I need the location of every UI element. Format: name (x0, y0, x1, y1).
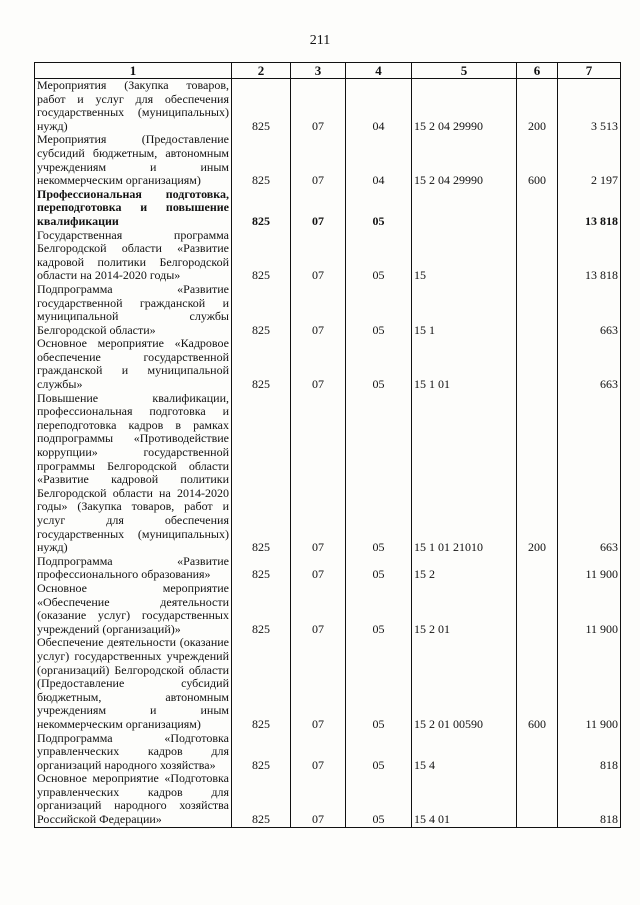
table-row (35, 636, 621, 731)
cell-pr: 05 (346, 772, 412, 827)
cell-name: Повышение квалификации, профессиональная подготовка и переподготовка кадров в рамках подпрограммы «Противодействие коррупции» государственной программы Белгородской области «Развитие кадровой политики Белгородской области на 2014-2020 годы» (Закупка товаров, работ и услуг для обеспечения государственных (муниципальных) нужд) (35, 392, 232, 555)
cell-rz: 07 (291, 337, 346, 391)
cell-ved: 825 (232, 133, 291, 187)
cell-pr: 04 (346, 133, 412, 187)
cell-csr (412, 188, 517, 229)
cell-rz: 07 (291, 79, 346, 134)
cell-vr: 600 (517, 133, 558, 187)
cell-ved: 825 (232, 732, 291, 773)
col-header-csr: 5 (412, 63, 517, 79)
cell-csr: 15 2 01 00590 (412, 636, 517, 731)
cell-ved: 825 (232, 555, 291, 582)
cell-sum: 3 513 (558, 79, 621, 134)
cell-vr (517, 229, 558, 283)
table-row (35, 283, 621, 337)
cell-rz: 07 (291, 772, 346, 827)
cell-pr: 05 (346, 732, 412, 773)
cell-vr (517, 582, 558, 636)
cell-pr: 05 (346, 283, 412, 337)
col-header-vr: 6 (517, 63, 558, 79)
cell-pr: 05 (346, 188, 412, 229)
table-row (35, 732, 621, 773)
cell-rz: 07 (291, 283, 346, 337)
cell-pr: 05 (346, 229, 412, 283)
cell-pr: 04 (346, 79, 412, 134)
cell-pr: 05 (346, 582, 412, 636)
cell-sum: 13 818 (558, 188, 621, 229)
cell-vr (517, 772, 558, 827)
cell-csr: 15 4 01 (412, 772, 517, 827)
table-row (35, 555, 621, 582)
table-row (35, 337, 621, 391)
col-header-ved: 2 (232, 63, 291, 79)
cell-csr: 15 2 (412, 555, 517, 582)
table-row (35, 772, 621, 827)
cell-csr: 15 1 (412, 283, 517, 337)
cell-sum: 11 900 (558, 555, 621, 582)
cell-name: Мероприятия (Закупка товаров, работ и услуг для обеспечения государственных (муниципальных) нужд) (35, 79, 232, 134)
col-header-sum: 7 (558, 63, 621, 79)
cell-vr (517, 732, 558, 773)
cell-ved: 825 (232, 636, 291, 731)
cell-ved: 825 (232, 337, 291, 391)
cell-vr: 600 (517, 636, 558, 731)
col-header-name: 1 (35, 63, 232, 79)
cell-sum: 13 818 (558, 229, 621, 283)
col-header-pr: 4 (346, 63, 412, 79)
cell-csr: 15 4 (412, 732, 517, 773)
cell-rz: 07 (291, 732, 346, 773)
cell-pr: 05 (346, 337, 412, 391)
cell-name: Подпрограмма «Подготовка управленческих кадров для организаций народного хозяйства» (35, 732, 232, 773)
cell-rz: 07 (291, 555, 346, 582)
cell-vr (517, 283, 558, 337)
cell-ved: 825 (232, 772, 291, 827)
table-row (35, 582, 621, 636)
cell-ved: 825 (232, 582, 291, 636)
cell-sum: 818 (558, 732, 621, 773)
cell-ved: 825 (232, 229, 291, 283)
cell-name: Мероприятия (Предоставление субсидий бюджетным, автономным учреждениям и иным некоммерческим организациям) (35, 133, 232, 187)
cell-name: Профессиональная подготовка, переподготовка и повышение квалификации (35, 188, 232, 229)
cell-name: Основное мероприятие «Обеспечение деятельности (оказание услуг) государственных учреждений (организаций)» (35, 582, 232, 636)
cell-pr: 05 (346, 555, 412, 582)
cell-sum: 663 (558, 337, 621, 391)
cell-sum: 818 (558, 772, 621, 827)
cell-ved: 825 (232, 392, 291, 555)
cell-name: Подпрограмма «Развитие государственной гражданской и муниципальной службы Белгородской области» (35, 283, 232, 337)
budget-table (34, 62, 621, 828)
table-row (35, 188, 621, 229)
cell-sum: 663 (558, 392, 621, 555)
cell-csr: 15 2 01 (412, 582, 517, 636)
cell-sum: 11 900 (558, 636, 621, 731)
table-row (35, 79, 621, 134)
cell-rz: 07 (291, 392, 346, 555)
cell-sum: 2 197 (558, 133, 621, 187)
cell-vr (517, 555, 558, 582)
cell-name: Основное мероприятие «Подготовка управленческих кадров для организаций народного хозяйства Российской Федерации» (35, 772, 232, 827)
cell-csr: 15 2 04 29990 (412, 133, 517, 187)
cell-vr: 200 (517, 79, 558, 134)
cell-rz: 07 (291, 229, 346, 283)
table-row (35, 392, 621, 555)
cell-name: Основное мероприятие «Кадровое обеспечение государственной гражданской и муниципальной службы» (35, 337, 232, 391)
header-row (35, 63, 621, 79)
cell-name: Обеспечение деятельности (оказание услуг) государственных учреждений (организаций) Белгородской области (Предоставление субсидий бюджетным, автономным учреждениям и иным некоммерческим организациям) (35, 636, 232, 731)
cell-ved: 825 (232, 283, 291, 337)
cell-rz: 07 (291, 636, 346, 731)
cell-csr: 15 (412, 229, 517, 283)
cell-sum: 11 900 (558, 582, 621, 636)
cell-name: Подпрограмма «Развитие профессионального образования» (35, 555, 232, 582)
col-header-rz: 3 (291, 63, 346, 79)
cell-name: Государственная программа Белгородской области «Развитие кадровой политики Белгородской области на 2014-2020 годы» (35, 229, 232, 283)
cell-vr (517, 337, 558, 391)
cell-rz: 07 (291, 582, 346, 636)
table-body (35, 79, 621, 828)
cell-vr (517, 188, 558, 229)
cell-rz: 07 (291, 133, 346, 187)
cell-sum: 663 (558, 283, 621, 337)
cell-ved: 825 (232, 188, 291, 229)
table-row (35, 229, 621, 283)
page-number: 211 (309, 33, 331, 48)
cell-csr: 15 2 04 29990 (412, 79, 517, 134)
cell-csr: 15 1 01 (412, 337, 517, 391)
cell-pr: 05 (346, 392, 412, 555)
cell-pr: 05 (346, 636, 412, 731)
cell-vr: 200 (517, 392, 558, 555)
cell-rz: 07 (291, 188, 346, 229)
cell-ved: 825 (232, 79, 291, 134)
table-row (35, 133, 621, 187)
cell-csr: 15 1 01 21010 (412, 392, 517, 555)
